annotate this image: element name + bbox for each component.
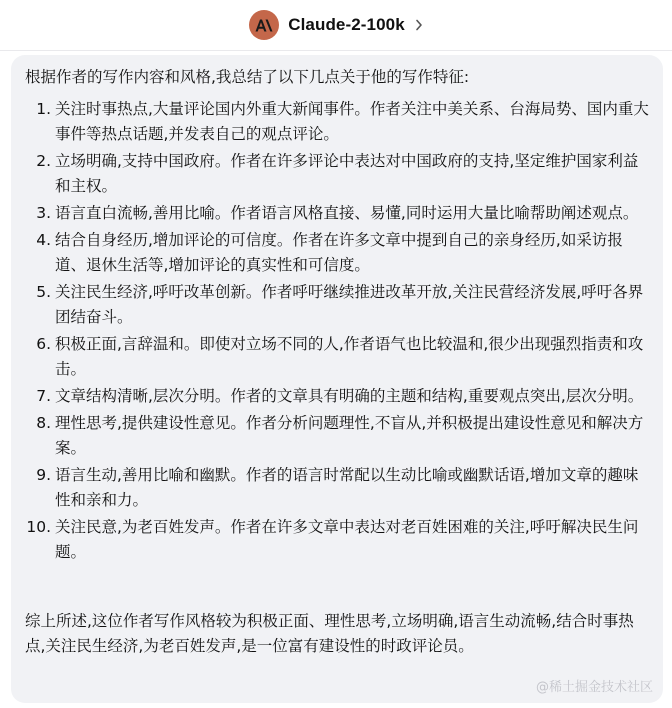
- list-item-number: 8.: [36, 414, 51, 432]
- message-summary: 综上所述,这位作者写作风格较为积极正面、理性思考,立场明确,语言生动流畅,结合时事热点,关注民生经济,为老百姓发声,是一位富有建设性的时政评论员。: [25, 612, 634, 655]
- feature-list: [25, 97, 649, 565]
- list-item-number: 3.: [36, 204, 51, 222]
- list-item-text: 关注民意,为老百姓发声。作者在许多文章中表达对老百姓困难的关注,呼吁解决民生问题。: [55, 518, 639, 561]
- list-item-number: 5.: [36, 283, 51, 301]
- list-item-text: 积极正面,言辞温和。即使对立场不同的人,作者语气也比较温和,很少出现强烈指责和攻击。: [55, 335, 644, 378]
- list-item-number: 7.: [36, 387, 51, 405]
- list-item: [25, 280, 649, 330]
- list-item: [25, 149, 649, 199]
- list-item-number: 1.: [36, 100, 51, 118]
- bot-avatar[interactable]: [249, 10, 279, 40]
- list-item-text: 结合自身经历,增加评论的可信度。作者在许多文章中提到自己的亲身经历,如采访报道、退休生活等,增加评论的真实性和可信度。: [55, 231, 623, 274]
- list-item-text: 文章结构清晰,层次分明。作者的文章具有明确的主题和结构,重要观点突出,层次分明。: [55, 387, 644, 405]
- list-item: [25, 201, 649, 226]
- list-item: [25, 384, 649, 409]
- list-item: [25, 411, 649, 461]
- anthropic-logo-icon: [255, 19, 273, 32]
- bot-name[interactable]: Claude-2-100k: [288, 15, 405, 34]
- list-item: [25, 332, 649, 382]
- list-item-number: 9.: [36, 466, 51, 484]
- message-intro: 根据作者的写作内容和风格,我总结了以下几点关于他的写作特征:: [25, 68, 470, 86]
- list-item: [25, 463, 649, 513]
- list-item-text: 关注时事热点,大量评论国内外重大新闻事件。作者关注中美关系、台海局势、国内重大事件等热点话题,并发表自己的观点评论。: [55, 100, 649, 143]
- list-item-number: 2.: [36, 152, 51, 170]
- list-item-number: 4.: [36, 231, 51, 249]
- bot-message-bubble: [11, 55, 663, 703]
- list-item-number: 10.: [26, 518, 51, 536]
- list-item-text: 语言直白流畅,善用比喻。作者语言风格直接、易懂,同时运用大量比喻帮助阐述观点。: [55, 204, 639, 222]
- list-item-text: 语言生动,善用比喻和幽默。作者的语言时常配以生动比喻或幽默话语,增加文章的趣味性和亲和力。: [55, 466, 639, 509]
- list-item: [25, 97, 649, 147]
- chevron-right-icon[interactable]: [415, 19, 423, 31]
- watermark: @稀土掘金技术社区: [536, 680, 654, 695]
- chat-header: [0, 0, 672, 51]
- list-item-number: 6.: [36, 335, 51, 353]
- list-item: [25, 228, 649, 278]
- list-item-text: 理性思考,提供建设性意见。作者分析问题理性,不盲从,并积极提出建设性意见和解决方案。: [55, 414, 644, 457]
- bot-identity[interactable]: [249, 10, 423, 40]
- list-item-text: 立场明确,支持中国政府。作者在许多评论中表达对中国政府的支持,坚定维护国家利益和主权。: [55, 152, 639, 195]
- list-item: [25, 515, 649, 565]
- list-item-text: 关注民生经济,呼吁改革创新。作者呼吁继续推进改革开放,关注民营经济发展,呼吁各界团结奋斗。: [55, 283, 644, 326]
